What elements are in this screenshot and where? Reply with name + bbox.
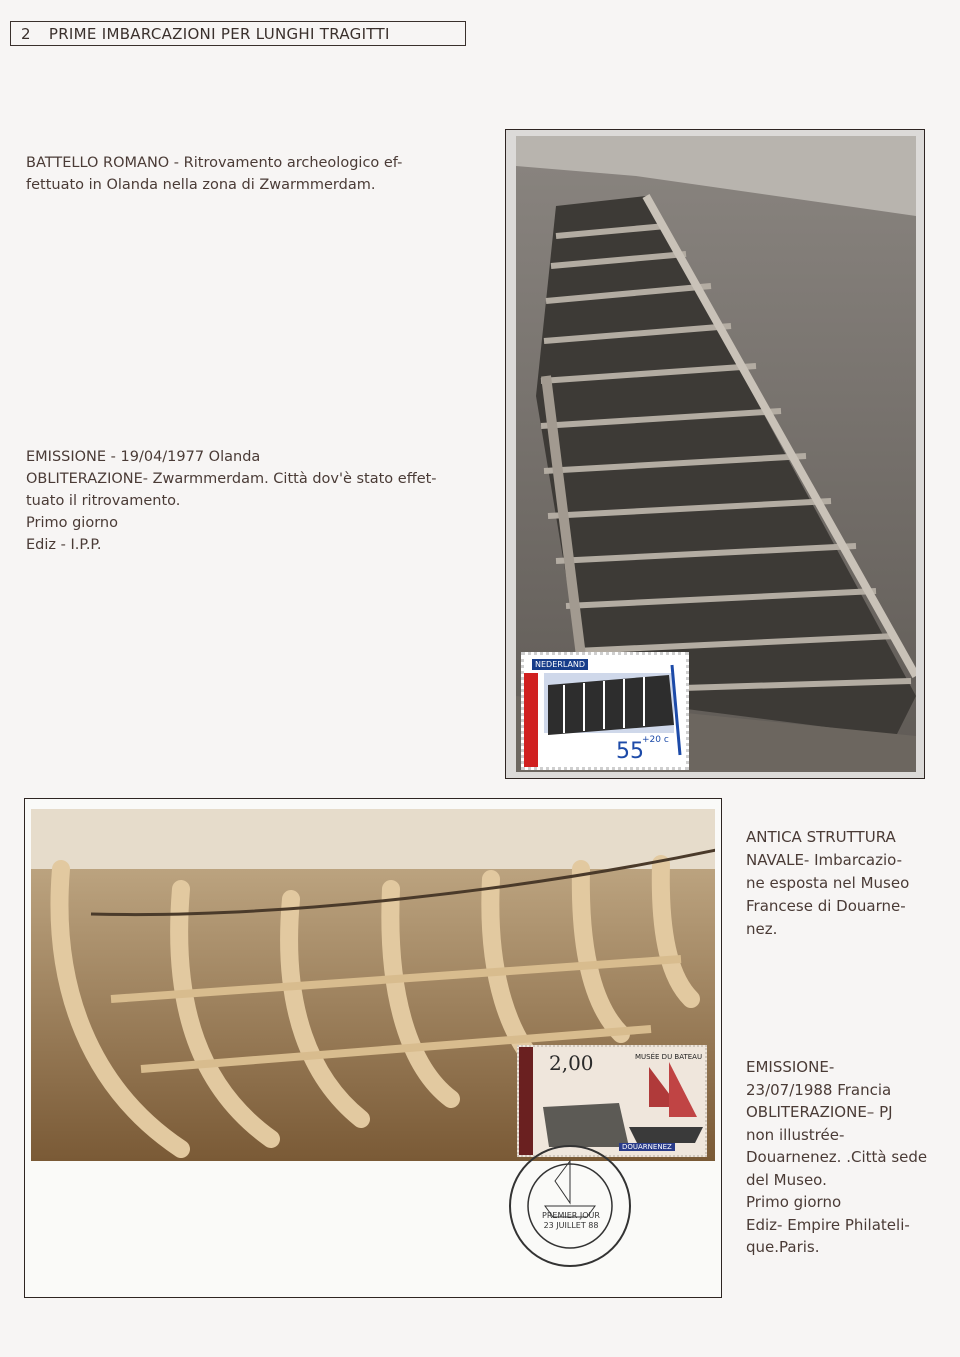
page-number: 2 — [21, 24, 31, 43]
boat-frame-photo-card — [24, 798, 722, 1298]
section2-title-line: Francese di Douarne- — [746, 897, 906, 915]
section2-title-line: NAVALE- Imbarcazio- — [746, 851, 903, 869]
first-day-postmark — [475, 1141, 665, 1275]
issue-line: OBLITERAZIONE– PJ — [746, 1103, 893, 1121]
issue-line: Ediz- Empire Philateli- — [746, 1215, 910, 1234]
issue-line: Douarnenez. .Città sede — [746, 1148, 928, 1166]
section1-title — [26, 152, 476, 196]
issue-line: OBLITERAZIONE- Zwarmmerdam. Città dov'è stato effet- — [26, 471, 437, 487]
section2-title-line: ANTICA STRUTTURA — [746, 828, 896, 846]
issue-line: 23/07/1988 Francia — [746, 1080, 892, 1099]
stamp-country: NEDERLAND — [532, 659, 588, 670]
postmark-text — [531, 1211, 611, 1231]
postmark-line: 23 JUILLET 88 — [543, 1221, 599, 1230]
section1-title-line: fettuato in Olanda nella zona di Zwarmmerdam. — [26, 177, 376, 193]
page-title: PRIME IMBARCAZIONI PER LUNGHI TRAGITTI — [48, 24, 390, 43]
section1-issue-info — [26, 446, 478, 556]
issue-line: del Museo. — [746, 1170, 827, 1189]
stamp-sailboat-illustration — [519, 1047, 705, 1155]
postmark-line: PREMIER JOUR — [542, 1211, 600, 1220]
issue-line: Primo giorno — [26, 515, 118, 531]
issue-line: Primo giorno — [746, 1193, 842, 1211]
roman-boat-photo-card — [505, 129, 925, 779]
section2-title-line: nez. — [746, 920, 778, 938]
issue-line: que.Paris. — [746, 1238, 820, 1256]
stamp-museum-label: MUSÉE DU BATEAU — [635, 1053, 703, 1061]
stamp-value: 2,00 — [549, 1051, 594, 1075]
page-header — [10, 21, 466, 46]
section1-title-line: BATTELLO ROMANO - Ritrovamento archeologico ef- — [26, 155, 403, 171]
issue-line: EMISSIONE - 19/04/1977 Olanda — [26, 449, 261, 465]
section2-title — [746, 826, 934, 941]
issue-line: Ediz - I.P.P. — [26, 537, 102, 553]
section2-title-line: ne esposta nel Museo — [746, 874, 910, 892]
netherlands-stamp — [521, 652, 689, 770]
issue-line: non illustrée- — [746, 1125, 845, 1144]
issue-line: EMISSIONE- — [746, 1058, 835, 1076]
stamp-value: 55 — [616, 739, 644, 764]
stamp-town-label: DOUARNENEZ — [619, 1143, 675, 1151]
stamp-value-suffix: +20 c — [642, 735, 669, 745]
stamp-boat-illustration — [524, 655, 686, 767]
postmark-ring — [475, 1141, 665, 1271]
section2-issue-info — [746, 1056, 936, 1259]
issue-line: tuato il ritrovamento. — [26, 493, 181, 509]
